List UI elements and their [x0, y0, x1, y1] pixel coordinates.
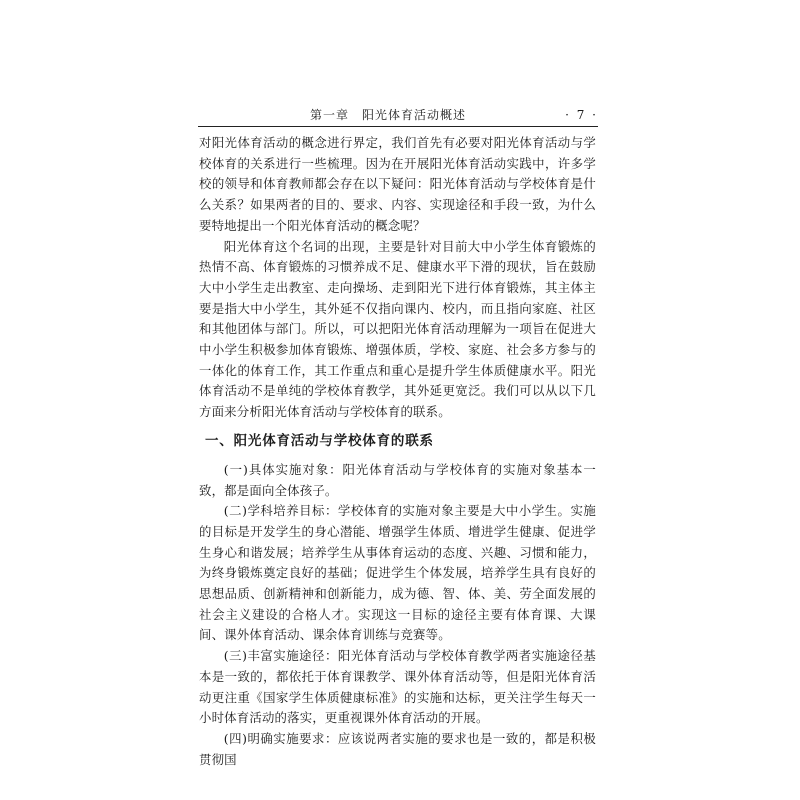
paragraph: (三)丰富实施途径：阳光体育活动与学校体育教学两者实施途径基本是一致的，都依托于体育课教学、课外体育活动等，但是阳光体育活动更注重《国家学生体质健康标准》的实施和达标，更关注学生每天一小时体育活动的落实，更重视课外体育活动的开展。: [199, 648, 596, 726]
paragraph: (二)学科培养目标：学校体育的实施对象主要是大中小学生。实施的目标是开发学生的身心潜能、增强学生体质、增进学生健康、促进学生身心和谐发展；培养学生从事体育运动的态度、兴趣、习惯和能力，为终身锻炼奠定良好的基础；促进学生个体发展，培养学生具有良好的思想品质、创新精神和创新能力，成为德、智、体、美、劳全面发展的社会主义建设的合格人才。实现这一目标的途径主要有体育课、大课间、课外体育活动、课余体育训练与竞赛等。: [199, 503, 596, 643]
paragraph: 阳光体育这个名词的出现，主要是针对目前大中小学生体育锻炼的热情不高、体育锻炼的习惯养成不足、健康水平下滑的现状，旨在鼓励大中小学生走出教室、走向操场、走到阳光下进行体育锻炼，其主体主要是指大中小学生，其外延不仅指向课内、校内，而且指向家庭、社区和其他团体与部门。所以，可以把阳光体育活动理解为一项旨在促进大中小学生积极参加体育锻炼、增强体质，学校、家庭、社会多方参与的一体化的体育工作，其工作重点和重心是提升学生体质健康水平。阳光体育活动不是单纯的学校体育教学，其外延更宽泛。我们可以从以下几方面来分析阳光体育活动与学校体育的联系。: [199, 238, 596, 420]
paragraph: (一)具体实施对象：阳光体育活动与学校体育的实施对象基本一致，都是面向全体孩子。: [199, 461, 596, 498]
chapter-title: 第一章 阳光体育活动概述: [310, 108, 467, 122]
section-heading: 一、阳光体育活动与学校体育的联系: [205, 432, 434, 449]
paragraph: 对阳光体育活动的概念进行界定，我们首先有必要对阳光体育活动与学校体育的关系进行一些梳理。因为在开展阳光体育活动实践中，许多学校的领导和体育教师都会存在以下疑问：阳光体育活动与学校体育是什么关系？如果两者的目的、要求、内容、实现途径和手段一致，为什么要特地提出一个阳光体育活动的概念呢？: [199, 135, 596, 233]
running-header: [198, 106, 598, 127]
body-text: [199, 133, 596, 770]
paragraph: (四)明确实施要求：应该说两者实施的要求也是一致的，都是积极贯彻国: [199, 730, 596, 767]
page-number: · 7 ·: [565, 108, 598, 122]
